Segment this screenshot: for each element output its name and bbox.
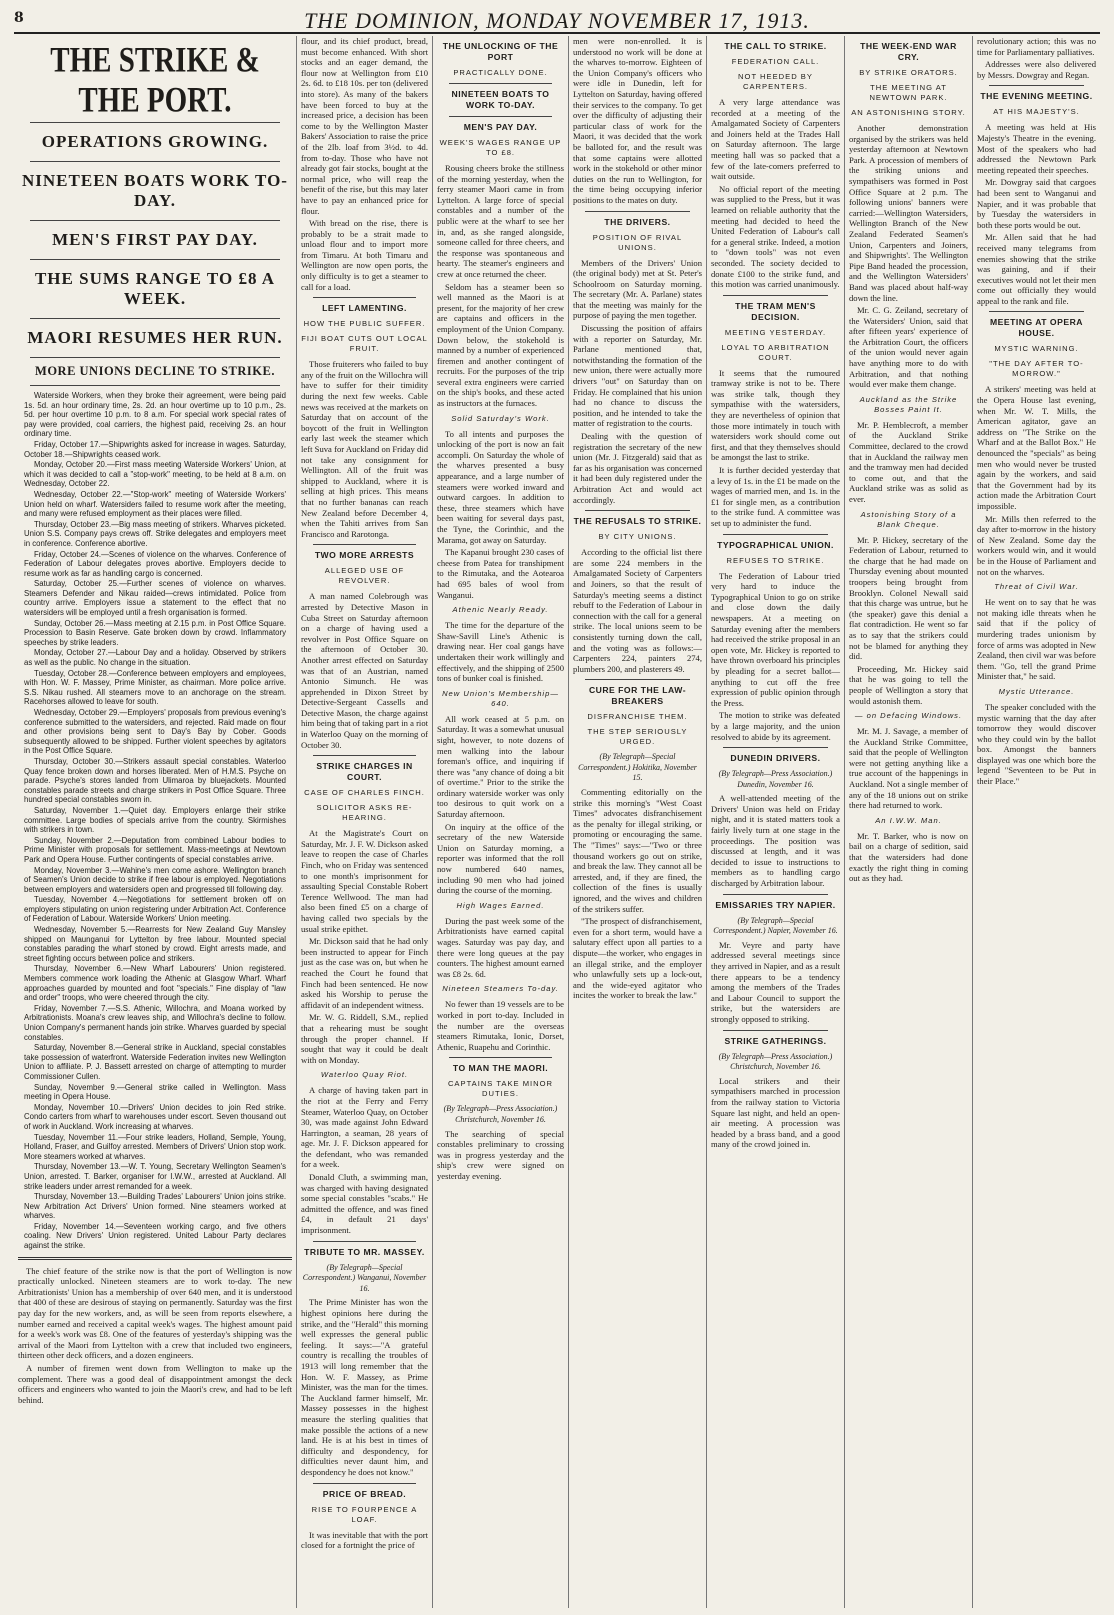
column-war-cry	[844, 36, 972, 1608]
article-paragraph: A man named Colebrough was arrested by Detective Mason in Cuba Street on Saturday afternoon on a charge of having used a revolver in Post Office Square on the afternoon of October 30. Another arrest effected on Saturday was that of an Austrian, named Antonio Simunch. He was apprehended in Dixon Street by Detective-Sergeant Cassells and Detective Mason, the charge against him being that of taking part in a riot in Waterloo Quay on the morning of October 30.	[301, 591, 428, 750]
subheadline-nineteen-steamers: Nineteen Steamers To-day.	[442, 984, 559, 994]
column-strike-and-port	[14, 36, 296, 1608]
article-paragraph: Discussing the position of affairs with a reporter on Saturday, Mr. Parlane mentioned that, notwithstanding the formation of the new union, there were actually more drivers "out" on Saturday than on Friday. He complained that his union had no chance to discuss the position, and he intended to take the matter of registration to the courts.	[573, 323, 702, 429]
timeline-entry: Monday, November 3.—Wahine's men come ashore. Wellington branch of Seamen's Union decide to strike if free labour is employed. Negotiations between employers and watersiders open and progressed till following day.	[24, 865, 286, 894]
subheadline-refuses: REFUSES TO STRIKE.	[726, 555, 825, 565]
headline-man-the-maori: TO MAN THE MAORI.	[452, 1063, 549, 1074]
article-paragraph: During the past week some of the Arbitrationists have earned capital wages. Saturday was pay day, and there were long queues at the pay counters. The highest amount earned was £8 2s. 6d.	[437, 915, 564, 979]
article-paragraph: Donald Cluth, a swimming man, was charged with having designated some special constables "scabs." He admitted the offence, and was fined £4, in default 21 days' imprisonment.	[301, 1172, 428, 1236]
timeline-entry: Sunday, November 2.—Deputation from combined Labour bodies to Prime Minister with proposals for settlement. Mass-meetings at Newtown Park and Opera House. Further contingents of special constables arrive.	[24, 835, 286, 864]
timeline-entry: Friday, October 24.—Scenes of violence on the wharves. Conference of Federation of Labour delegates proves abortive. Employers decide to resume work as far as handling cargo is concerned.	[24, 549, 286, 578]
column-evening-meeting	[972, 36, 1100, 1608]
subheadline-fourpence: RISE TO FOURPENCE A LOAF.	[311, 1504, 418, 1524]
subheadline-fiji-boat: FIJI BOAT CUTS OUT LOCAL FRUIT.	[301, 334, 428, 354]
article-paragraph: The Federation of Labour tried very hard to induce the Typographical Union to go on strike and close down the daily newspapers. At a meeting on Saturday evening after the members had received the strike proposal in an open vote, Mr. Hickey is reported to have thrown overboard his principles by pleading for a secret ballot—anything to cut off the free expression of public opinion through the Press.	[711, 570, 840, 708]
article-paragraph: A strikers' meeting was held at the Opera House last evening, when Mr. W. T. Mills, the American agitator, gave an address on "The Strike on the Wharf and at the Ballot Box." He denounced the "specials" as being men who would never be trusted again by the workers, and said that the Government had by its action made the Arbitration Court impossible.	[977, 384, 1096, 511]
headline-week-end-war-cry: THE WEEK-END WAR CRY.	[860, 41, 957, 62]
masthead	[14, 2, 1100, 34]
newspaper-title: THE DOMINION, MONDAY NOVEMBER 17, 1913.	[304, 8, 810, 33]
column-unlocking-port	[432, 36, 568, 1608]
subheadline-waterloo-riot: Waterloo Quay Riot.	[320, 1070, 409, 1080]
subheadline-maori: MAORI RESUMES HER RUN.	[27, 328, 283, 347]
subheadline-more-unions: MORE UNIONS DECLINE TO STRIKE.	[35, 364, 275, 378]
dateline: (By Telegraph—Special Correspondent.) Hokitika, November 15.	[578, 752, 697, 783]
timeline-entry: Saturday, November 1.—Quiet day. Employers enlarge their strike committee. Large bodies of specials arrive from the country. Skirmishes with strikers in town.	[24, 805, 286, 835]
headline-pay-day: MEN'S PAY DAY.	[463, 122, 538, 132]
article-paragraph: Mr. W. G. Riddell, S.M., replied that a rehearing must be sought through the proper channel. If sought that way it could be dealt with on Monday.	[301, 1012, 428, 1065]
headline-two-arrests: TWO MORE ARRESTS	[314, 550, 415, 561]
subheadline-his-majestys: AT HIS MAJESTY'S.	[993, 107, 1080, 117]
article-paragraph: A very large attendance was recorded at a meeting of the Amalgamated Society of Carpenters and Joiners held at the Trades Hall on Saturday afternoon. The large meeting hall was so packed that a few of the late-comers preferred to wait outside.	[711, 97, 840, 182]
timeline-entry: Saturday, October 25.—Further scenes of violence on wharves. Steamers Defender and Nikau raided—crews intimidated. Police from country arrive. Employers issue a statement to the effect that no watersiders will be employed until a fresh organisation is formed.	[24, 579, 286, 618]
headline-drivers: THE DRIVERS.	[604, 216, 671, 227]
headline-strike-charges: STRIKE CHARGES IN COURT.	[316, 761, 413, 783]
article-paragraph: Mr. T. Barker, who is now on bail on a charge of sedition, said that the watersiders had done exactly the right thing in coming out as they had.	[849, 830, 968, 884]
timeline-entry: Wednesday, October 29.—Employers' proposals from previous evening's conference submitted to the watersiders, and rejected. Raid made on flour and other provisions being sent to Day's Bay by Cober. Goods subsequently allowed to be shipped. Further violent speeches by agitators in the Post Office Square.	[24, 708, 286, 756]
timeline-entry: Monday, November 10.—Drivers' Union decides to join Red strike. Condo carters from wharf to warehouses under escort. Seven thousand out of work in Auckland. Work increasing at wharves.	[24, 1102, 286, 1131]
timeline-entry: Wednesday, October 22.—"Stop-work" meeting of Waterside Workers' Union held on wharf. Watersiders failed to resume work after the meeting, and many were refused employment as their places were filled.	[24, 489, 286, 519]
dateline: (By Telegraph—Special Correspondent.) Napier, November 16.	[713, 915, 838, 936]
article-paragraph: The searching of special constables preliminary to crossing was in progress yesterday and the ship's crew were signed on yesterday evening.	[437, 1128, 564, 1181]
article-paragraph: men were non-enrolled. It is understood no work will be done at the wharves to-morrow. Eighteen of the Union Company's officers who were idle in Dunedin, left for Lyttelton on Saturday, having offered their services to the company. To get over the difficulty of adjusting their particular class of work for the Maori, it was decided that the work be balloted for, and the result was that some captains were allotted work in the stokehold or other minor duties on the run to Wellington, for the time being occupying inferior positions to the mates on duty.	[573, 36, 702, 205]
timeline-entry: Monday, October 20.—First mass meeting Waterside Workers' Union, at which it was decided to call a "stop-work" meeting, to be held at 8 a.m. on Wednesday, October 22.	[24, 460, 286, 489]
timeline-entry: Saturday, November 8.—General strike in Auckland, special constables take possession of waterfront. Waterside Federation invites new Wellington Union to affiliate. P. J. Bassett arrested on charge of attempting to murder Commissioner Cullen.	[24, 1043, 286, 1081]
headline-emissaries-napier: EMISSARIES TRY NAPIER.	[715, 899, 836, 910]
subheadline-solid-saturday: Solid Saturday's Work.	[451, 413, 550, 423]
subheadline-seriously-urged: THE STEP SERIOUSLY URGED.	[587, 727, 688, 747]
strike-timeline	[18, 391, 292, 1251]
timeline-entry: Monday, October 27.—Labour Day and a holiday. Observed by strikers as well as the public. No change in the situation.	[24, 648, 286, 668]
timeline-entry: Thursday, October 23.—Big mass meeting of strikers. Wharves picketed. Union S.S. Company pays crews off. Strike delegates and employers meet in conference. Conference abortive.	[24, 519, 286, 548]
headline-strike-gatherings: STRIKE GATHERINGS.	[724, 1035, 827, 1046]
subheadline-loyal-arbitration: LOYAL TO ARBITRATION COURT.	[721, 342, 830, 362]
headline-evening-meeting: THE EVENING MEETING.	[980, 91, 1093, 102]
subheadline-practically-done: PRACTICALLY DONE.	[453, 68, 548, 77]
timeline-entry: Friday, November 7.—S.S. Athenic, Willochra, and Moana worked by Arbitrationists. Moana's crew leaves ship, and Willochra's decline to follow. Union Company's permanent hands join strike. Wharves guarded by special constables.	[24, 1003, 286, 1042]
subheadline-mystic-warning: MYSTIC WARNING.	[994, 344, 1079, 354]
article-paragraph: It was inevitable that with the port closed for a fortnight the price of	[301, 1529, 428, 1551]
headline-unlocking-port: THE UNLOCKING OF THE PORT	[442, 41, 559, 62]
article-paragraph: Commenting editorially on the strike this morning's "West Coast Times" advocates disfranchisement as the penalty for illegal striking, or promoting or encouraging the same. The "Times" says:—"Two or three thousand workers go out on strike, and break the law. They cannot all be arrested, and, if they are fined, the collection of the fines is usually ignored, and the wives and children of the strikers suffer.	[573, 787, 702, 914]
article-paragraph: All work ceased at 5 p.m. on Saturday. It was a somewhat unusual sight, however, to note dozens of men walking into the labour foreman's office, and inquiring if there was "any chance of doing a bit of overtime." Prior to the strike the ordinary waterside worker was only too desirous to quit work on a Saturday afternoon.	[437, 713, 564, 820]
subheadline-high-wages: High Wages Earned.	[456, 900, 545, 910]
article-paragraph: Mr. Dowgray said that cargoes had been sent to Wanganui and Napier, and it was probable that by Tuesday the watersiders in both these ports would be out.	[977, 177, 1096, 230]
dateline: (By Telegraph—Press Association.) Christchurch, November 16.	[443, 1104, 558, 1124]
article-paragraph: Mr. Dickson said that he had only been instructed to appear for Finch just as the case was on, but when he reached the Court he found that Finch had been sentenced. He now asked his Worship to peruse the affidavit of an independent witness.	[301, 936, 428, 1010]
article-paragraph: At the Magistrate's Court on Saturday, Mr. J. F. W. Dickson asked leave to reopen the case of Charles Finch, who on Friday was sentenced to one month's imprisonment for assaulting Special Constable Robert Terence Wellwood. The man had also been fined £5 on a charge of having called two specials by the usual strike epithet.	[301, 828, 428, 934]
timeline-entry: Sunday, November 9.—General strike called in Wellington. Mass meeting in Opera House.	[24, 1082, 286, 1102]
article-paragraph: Another demonstration organised by the strikers was held yesterday afternoon at Newtown Park. A procession of members of the striking unions and sympathisers was formed in Post Office Square at 2 p.m. The following unions' banners were carried:—Wellington Watersiders, Wellington Branch of the New Zealand Federated Seamen's Union, Carpenters and Joiners, and Shipwrights'. The Wellington Pipe Band headed the procession, and the Wellington Watersiders' Band was placed about half-way down the line.	[849, 123, 968, 303]
article-paragraph: Seldom has a steamer been so well manned as the Maori is at present, for the majority of her crew are captains and officers in the employment of the Union Company. Down below, the stokehold is manned by a number of experienced firemen and another contingent of recruits. For the purposes of the trip several extra engineers were carried on the ship's books, and these acted as instructors at the furnaces.	[437, 281, 564, 409]
headline-opera-house: MEETING AT OPERA HOUSE.	[990, 317, 1083, 339]
subheadline-wages-range: WEEK'S WAGES RANGE UP TO £8.	[439, 138, 562, 157]
article-paragraph: He went on to say that he was not making idle threats when he said that if the policy of murdering trades unionism by force of arms was adopted in New Zealand, then civil war was before them. "Go, tell the grand Prime Minister that," he said.	[977, 597, 1096, 682]
headline-call-to-strike: THE CALL TO STRIKE.	[724, 41, 827, 51]
subheadline-blank-cheque: Astonishing Story of a Blank Cheque.	[860, 509, 957, 529]
subheadline-federation-call: FEDERATION CALL.	[731, 57, 820, 66]
timeline-entry: Friday, November 14.—Seventeen working cargo, and five others coaling. New Drivers' Union registered. United Labour Party declares against the strike.	[24, 1221, 286, 1251]
subheadline-meeting-yesterday: MEETING YESTERDAY.	[724, 327, 827, 337]
main-headline: THE STRIKE & THE PORT.	[50, 40, 260, 120]
article-paragraph: Proceeding, Mr. Hickey said that he was going to tell the people of Wellington a story that would astonish them.	[849, 663, 968, 706]
headline-refusals: THE REFUSALS TO STRIKE.	[573, 516, 702, 527]
article-paragraph: Mr. Allen said that he had received many telegrams from enemies showing that the strike was gaining, and if their executives would not let their men come out officially they would appeal to the rank and file.	[977, 232, 1096, 306]
subheadline-iww-man: An I.W.W. Man.	[875, 815, 942, 825]
subheadline-civil-war: Threat of Civil War.	[994, 582, 1079, 592]
subheadline-nineteen-boats: NINETEEN BOATS WORK TO-DAY.	[22, 171, 288, 210]
subheadline-athenic: Athenic Nearly Ready.	[452, 605, 549, 615]
subheadline-astonishing-story: AN ASTONISHING STORY.	[851, 108, 966, 117]
dateline: (By Telegraph—Press Association.) Dunedin, November 16.	[718, 769, 833, 789]
column-bread-and-courts	[296, 36, 432, 1608]
article-paragraph: Local strikers and their sympathisers marched in procession from the railway station to Victoria Square last night, and held an open-air meeting. A procession was headed by a brass band, and a good many of the crowd joined in.	[711, 1075, 840, 1150]
dateline: (By Telegraph—Special Correspondent.) Wanganui, November 16.	[302, 1262, 427, 1293]
timeline-entry: Thursday, November 13.—Building Trades' Labourers' Union joins strike. New Arbitration Act Drivers' Union formed. Nine steamers worked at wharves.	[24, 1192, 286, 1221]
article-paragraph: Mr. C. G. Zeiland, secretary of the Watersiders' Union, said that after fifteen years' experience of the Arbitration Court, the officers of the union would never again have anything more to do with Arbitration, and that nothing would ever make them change.	[849, 305, 968, 390]
subheadline-pay-day: MEN'S FIRST PAY DAY.	[52, 230, 258, 249]
article-paragraph: flour, and its chief product, bread, must become enhanced. With short stocks and an eager demand, the flour now at Wellington from £10 2s. 6d. to £18 10s. per ton (delivered into store). As many of the bakers have been forced to buy at the increased price, a decision has been come to by the Wellington Master Bakers' Association to raise the price of the 2lb. loaf from 3½d. to 4d. from to-day. Those who have not already got fair stocks, bought at the normal price, who will reap the benefit of the rise, but this may later have to pay an enhanced price for flour.	[301, 36, 428, 216]
article-paragraph: A meeting was held at His Majesty's Theatre in the evening. Most of the speakers who had addressed the Newtown Park meeting repeated their speeches.	[977, 122, 1096, 175]
subheadline-mystic-utterance: Mystic Utterance.	[998, 686, 1075, 696]
subheadline-new-union: New Union's Membership—640.	[442, 688, 559, 708]
dateline: (By Telegraph—Press Association.) Christchurch, November 16.	[718, 1051, 833, 1072]
article-paragraph: It seems that the rumoured tramway strike is not to be. There was strike talk, though they sympathise with the watersiders, they are nevertheless of opinion that those more intimately in touch with watersiders work should come out first, and that they themselves should be amongst the last to strike.	[711, 367, 840, 463]
subheadline-captains: CAPTAINS TAKE MINOR DUTIES.	[447, 1079, 554, 1099]
subheadline-defacing-windows: — on Defacing Windows.	[854, 711, 963, 721]
subheadline-rival-unions: POSITION OF RIVAL UNIONS.	[592, 232, 683, 252]
timeline-entry: Tuesday, October 28.—Conference between employers and employees, with Hon. W. F. Massey, Prime Minister, as chairman. More police arrive. S.S. Nikau rushed. All steamers move to an anchorage on the stream. Racehorses allowed to leave for south.	[24, 668, 286, 707]
article-paragraph: No official report of the meeting was supplied to the Press, but it was learned on reliable authority that the meeting had decided to heed the United Federation of Labour's call for a general strike. Indeed, a motion to "down tools" was not even seconded. The society decided to donate £100 to the strike fund, and this motion was carried unanimously.	[711, 183, 840, 290]
article-paragraph: Members of the Drivers' Union (the original body) met at St. Peter's Schoolroom on Saturday morning. The secretary (Mr. A. Parlane) states that the meeting was mainly for the purpose of paying the men together.	[573, 257, 702, 321]
subheadline-newtown-park: THE MEETING AT NEWTOWN PARK.	[869, 83, 948, 102]
subheadline-operations: OPERATIONS GROWING.	[41, 132, 269, 151]
article-paragraph: The time for the departure of the Shaw-Savill Line's Athenic is drawing near. Her coal gangs have undertaken their work willingly and effectively, and the shipping of 2500 tons of bunker coal is finished.	[437, 620, 564, 684]
article-paragraph: Those fruiterers who failed to buy any of the fruit on the Willochra will have to suffer for their timidity during the next few weeks. Cable news was received at the markets on Saturday that on account of the boycott of the fruit in Wellington early last week the steamer which left Suva for Auckland on Friday did not take any consignment for Wellington. All of the fruit was shipped to Auckland, where it is selling at high prices. This means that no further bananas can reach New Zealand before December 4, when the Tahiti arrives from San Francisco and Rarotonga.	[301, 359, 428, 539]
article-paragraph: On inquiry at the office of the secretary of the new Waterside Union on Saturday morning, a reporter was informed that the roll now numbered 640 names, including 90 men who had joined during the course of the morning.	[437, 821, 564, 896]
article-paragraph: The Prime Minister has won the highest opinions here during the strike, and the "Herald" this morning well expresses the general public feeling. It says:—"A grateful country is recalling the troubles of 1913 will long remember that the Hon. W. F. Massey, as Prime Minister, was the man for the times. The Auckland farmer himself, Mr. Massey possesses in the highest measure the sterling qualities that make possible the actions of a new land. He is at his best in times of difficulty and despondency, for difficulties never daunt him, and despondency he does not know."	[301, 1297, 428, 1477]
subheadline-charles-finch: CASE OF CHARLES FINCH.	[304, 788, 425, 798]
headline-tribute-massey: TRIBUTE TO MR. MASSEY.	[304, 1246, 425, 1257]
article-paragraph: Mr. P. Hemblecroft, a member of the Auckland Strike Committee, declared to the crowd that in Auckland the railway men and the tramway men had decided to come out, and that the Auckland strike was as solid as ever.	[849, 419, 968, 504]
subheadline-public-suffer: HOW THE PUBLIC SUFFER.	[303, 319, 426, 329]
column-call-to-strike	[706, 36, 844, 1608]
timeline-entry: Friday, October 17.—Shipwrights asked for increase in wages. Saturday, October 18.—Shipwrights ceased work.	[24, 439, 286, 459]
headline-nineteen-boats: NINETEEN BOATS TO WORK TO-DAY.	[451, 89, 550, 110]
article-paragraph: No fewer than 19 vessels are to be worked in port to-day. Included in the number are the overseas steamers Rimutaka, Ionic, Dorset, Athenic, Ruapehu and Corinthic.	[437, 999, 564, 1052]
subheadline-day-after: "THE DAY AFTER TO-MORROW."	[989, 359, 1084, 379]
timeline-entry: Tuesday, November 11.—Four strike leaders, Holland, Semple, Young, Holland, Fraser, and Guilfoy arrested. Members of Drivers' Union stop work. More steamers worked at wharves.	[24, 1132, 286, 1161]
headline-left-lamenting: LEFT LAMENTING.	[322, 303, 407, 314]
article-paragraph: "The prospect of disfranchisement, even for a short term, would have a salutary effect upon all parties to a dispute—the worker, who engages in an illegal strike, and the employer who unlawfully sets up a lock-out, and the wide-eyed agitator who incites the worker to break the law."	[573, 916, 702, 1001]
article-paragraph: The Kapanui brought 230 cases of cheese from Patea for transhipment to the Rimutaka, and the Aotearoa had 695 bales of wool from Wanganui.	[437, 547, 564, 600]
headline-typographical: TYPOGRAPHICAL UNION.	[717, 539, 834, 550]
timeline-entry: Sunday, October 26.—Mass meeting at 2.15 p.m. in Post Office Square. Procession to Basin Reserve. Gate broken down by crowd. Inflammatory speeches by strike leaders.	[24, 618, 286, 647]
article-paragraph: A well-attended meeting of the Drivers' Union was held on Friday night, and it is stated matters took a fairly lively turn at one stage in the proceedings. The position was discussed at length, and it was decided to issue to instructions to members as to handling cargo discharged by Arbitration labour.	[711, 793, 840, 889]
timeline-entry: Wednesday, November 5.—Rearrests for New Zealand Guy Mansley shipped on Maunganui for Lyttelton by free labour. Mounted special constables parading the wharf stoned by crowd. Eight arrests made, and street fighting occurs between police and strikers.	[24, 925, 286, 963]
article-paragraph: A charge of having taken part in the riot at the Ferry and Ferry Steamer, Waterloo Quay, on October 30, was made against John Edward Harrington, a seaman, 28 years of age. Mr. J. F. Dickson appeared for the defendant, who was remanded for a week.	[301, 1085, 428, 1170]
subheadline-carpenters: NOT HEEDED BY CARPENTERS.	[738, 72, 813, 91]
headline-price-bread: PRICE OF BREAD.	[322, 1488, 407, 1499]
article-paragraph: The speaker concluded with the mystic warning that the day after tomorrow they would discover who they could win by the ballot box. Amongst the banners displayed was one which bore the legend "Seventeen to be Put in their Place."	[977, 701, 1096, 787]
page-number: 8	[14, 10, 24, 26]
subheadline-disfranchise: DISFRANCHISE THEM.	[587, 712, 688, 722]
timeline-entry: Thursday, November 13.—W. T. Young, Secretary Wellington Seamen's Union, arrested. T. Barker, organiser for I.W.W., arrested at Auckland. All strike leaders under arrest remanded for a week.	[24, 1162, 286, 1191]
article-paragraph: With bread on the rise, there is probably to be a strait made to unload flour and to import more from Timaru. At both Timaru and Wellington are now open ports, the only difficulty is to get a steamer to call for a load.	[301, 218, 428, 292]
headline-dunedin-drivers: DUNEDIN DRIVERS.	[730, 753, 821, 764]
timeline-entry: Tuesday, November 4.—Negotiations for settlement broken off on employers stipulating on union registering under Arbitration Act. Conference of Federation of Labour. Waterside Workers' Union meeting.	[24, 895, 286, 924]
article-paragraph: Mr. P. Hickey, secretary of the Federation of Labour, returned to the charge that he had made on Thursday evening about mounted troopers being brought from Brooklyn. Colonel Newall said that this charge was untrue, but he (the speaker) gave this denial a flat contradiction. He went so far as to say that the strikers could not be blamed for anything they did.	[849, 534, 968, 662]
timeline-entry: Thursday, October 30.—Strikers assault special constables. Waterloo Quay fence broken down and horses liberated. Men of H.M.S. Psyche on parade. Psyche's stores landed from Ulimaroa by bluejackets. Mounted constables parade streets and charge strikers in Post Office Square. Three hundred special constables sworn in.	[24, 756, 286, 805]
subheadline-revolver: ALLEGED USE OF REVOLVER.	[324, 566, 405, 586]
article-paragraph: To all intents and purposes the unlocking of the port is now an fait accompli. On Saturday the whole of the wharves presented a busy appearance, and a large number of steamers were worked inward and outward cargoes. In addition to these, three steamers which have been waiting for several days past, the Tyne, the Corinthic, and the Marama, got away on Saturday.	[437, 428, 564, 545]
subheadline-city-unions: BY CITY UNIONS.	[598, 532, 677, 542]
subheadline-rehearing: SOLICITOR ASKS RE-HEARING.	[316, 803, 413, 823]
article-paragraph: Mr. M. J. Savage, a member of the Auckland Strike Committee, said that the people of Wellington were not getting anything like a true account of the happenings in Auckland. Not a single member of any of the 18 unions out on strike there had returned to work.	[849, 726, 968, 811]
article-paragraph: Mr. Veyre and party have addressed several meetings since they arrived in Napier, and as a result there appears to be a tendency among the members of the Trades and Labour Council to support the strike, but the watersiders are strongly opposed to striking.	[711, 939, 840, 1024]
article-paragraph: The motion to strike was defeated by a large majority, and the union resolved to abide by its agreement.	[711, 710, 840, 742]
subheadline-auckland: Auckland as the Strike Bosses Paint It.	[859, 394, 958, 414]
article-paragraph: According to the official list there are some 224 members in the Amalgamated Society of Carpenters and Joiners, so that the result of Saturday's meeting seems a distinct rebuff to the Federation of Labour in connection with the call for a general strike. The local unions seem to be consistently turning down the call, and the voting was as follows:—Carpenters 224, painters 274, plumbers 200, and plasterers 49.	[573, 547, 702, 674]
article-paragraph: It is further decided yesterday that a levy of 1s. in the £1 be made on the wages of married men, and 1s. in the £1 for single men, as a contribution to the strike fund. A committee was set up to administer the fund.	[711, 465, 840, 528]
article-paragraph: revolutionary action; this was no time for Parliamentary palliatives.	[977, 36, 1096, 57]
timeline-entry: Thursday, November 6.—New Wharf Labourers' Union registered. Members commence work loading the Athenic at Glasgow Wharf. Wharf approaches guarded by mounted and foot "specials." Fine display of "law and order" troops, who were cheered through the city.	[24, 964, 286, 1003]
subheadline-strike-orators: BY STRIKE ORATORS.	[859, 68, 958, 77]
article-paragraph: Rousing cheers broke the stillness of the morning yesterday, when the ferry steamer Maori came in from Lyttelton. A large force of special constables and a number of the public were at the wharf to see her in, and, as she ranged alongside, someone called for three cheers, and the response was spontaneous and hearty. The steamer's engineers and crew at once returned the cheer.	[437, 163, 564, 279]
timeline-entry: Waterside Workers, when they broke their agreement, were being paid 1s. 5d. an hour ordinary time, 2s. 2d. an hour overtime up to 10 p.m., 2s. 5d. per hour overtime 10 p.m. to 8 a.m. For special work special rates of pay were provided, coal carriers, the highest paid, receiving 2s. an hour ordinary time.	[24, 391, 286, 439]
headline-cure-law-breakers: CURE FOR THE LAW-BREAKERS	[588, 685, 687, 707]
headline-tram-men: THE TRAM MEN'S DECISION.	[735, 300, 816, 322]
article-paragraph: Dealing with the question of registration the secretary of the new union (Mr. J. Fitzgerald) said that as far as his organisation was concerned it had been duly registered under the Arbitration Act and would act accordingly.	[573, 431, 702, 505]
article-paragraph: A number of firemen went down from Wellington to make up the complement. There was a good deal of disappointment amongst the deck officers and engineers who wanted to join the Maori's crew, and had to be left behind.	[18, 1363, 292, 1405]
article-paragraph: Addresses were also delivered by Messrs. Dowgray and Regan.	[977, 59, 1096, 80]
article-paragraph: The chief feature of the strike now is that the port of Wellington is now practically unlocked. Nineteen steamers are to work to-day. The new Arbitrationists' Union has a membership of over 640 men, and it is understood that 400 of these are desirous of staying on permanently. Saturday was the first pay day for the new workers, and, as will be seen from reports elsewhere, a number earned and received a capital week's wages. The highest amount paid for a week's work was £8. One of the features of yesterday's shipping was the arrival of the Maori from Lyttelton with a crew that included two engineers, thirteen other deck officers, and a dozen engineers.	[18, 1265, 292, 1361]
subheadline-sums-range: THE SUMS RANGE TO £8 A WEEK.	[34, 269, 276, 308]
column-drivers-refusals	[568, 36, 706, 1608]
article-paragraph: Mr. Mills then referred to the day after to-morrow in the history of New Zealand. Some day the workers would win, and it would be in the House of Parliament and not on the wharves.	[977, 513, 1096, 577]
